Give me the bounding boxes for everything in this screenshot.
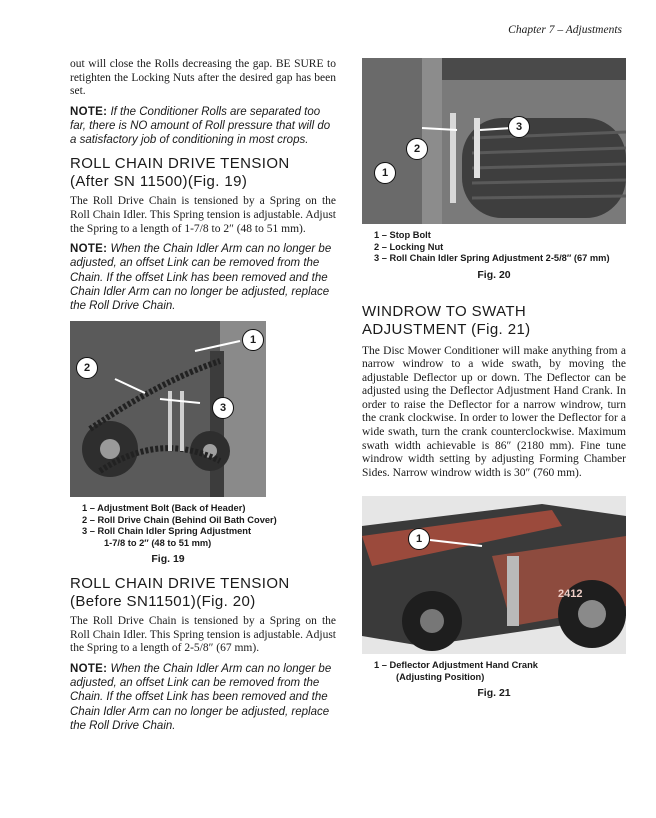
figure-19-captions — [82, 503, 336, 549]
machine-model-label: 2412 — [558, 588, 583, 601]
callout-1: 1 — [408, 528, 430, 550]
caption-item: 3 – Roll Chain Idler Spring Adjustment — [82, 526, 252, 537]
note-chain-after-sn — [70, 242, 336, 313]
right-column — [362, 58, 626, 699]
note-label: NOTE: — [70, 243, 108, 256]
section-title-windrow — [362, 303, 626, 339]
section-title-after-sn — [70, 155, 336, 191]
figure-19-label: Fig. 19 — [151, 553, 185, 566]
figure-20-photo — [362, 58, 626, 224]
figure-19-photo — [70, 321, 266, 497]
caption-item: 2 – Roll Drive Chain (Behind Oil Bath Cover) — [82, 514, 277, 525]
caption-item: 3 – Roll Chain Idler Spring Adjustment 2-5/8″ (67 mm) — [374, 253, 610, 263]
figure-21-captions — [374, 660, 626, 683]
caption-item: 1 – Adjustment Bolt (Back of Header) — [82, 503, 246, 514]
section-body-windrow: The Disc Mower Conditioner will make anything from a narrow windrow to a wide swath, by moving the adjustable Deflector up or down. The Deflector can be adjusted using the Deflector Adjustment Hand Crank. In order to raise the Deflector for a narrow windrow, turn the crank clockwise. In order to lower the Deflector for a wide swath, turn the crank counterclockwise. Maximum swath width achievable is 86″ (2180 mm). Fine tune windrow width setting by adjusting Forming Chamber Sides. Narrow windrow width is 30″ (760 mm). — [362, 344, 626, 479]
section-title-before-sn — [70, 575, 336, 611]
note-text: When the Chain Idler Arm can no longer be adjusted, an offset Link can be removed from the Chain. If the offset Link has been removed and the Chain Idler Arm can no longer be adjusted, replace the Roll Drive Chain. — [70, 662, 332, 732]
callout-2: 2 — [76, 357, 98, 379]
caption-item: 2 – Locking Nut — [374, 241, 444, 252]
caption-item: (Adjusting Position) — [396, 671, 485, 682]
caption-item: 1-7/8 to 2″ (48 to 51 mm) — [104, 537, 212, 548]
note-text: If the Conditioner Rolls are separated too far, there is NO amount of Roll pressure that will do a satisfactory job of conditioning in most crops. — [70, 105, 331, 147]
section-body-before-sn: The Roll Drive Chain is tensioned by a Spring on the Roll Chain Idler. This Spring tension is adjustable. Adjust the Spring to a length of 2-5/8″ (67 mm). — [70, 615, 336, 655]
callout-1: 1 — [242, 329, 264, 351]
note-text: When the Chain Idler Arm can no longer be adjusted, an offset Link can be removed from the Chain. If the offset Link has been removed and the Chain Idler Arm can no longer be adjusted, replace the Roll Drive Chain. — [70, 243, 332, 312]
intro-paragraph: out will close the Rolls decreasing the gap. BE SURE to retighten the Locking Nuts after the desired gap has been set. — [70, 58, 336, 98]
left-column — [70, 58, 336, 733]
callout-2: 2 — [406, 138, 428, 160]
section-title-line1: ROLL CHAIN DRIVE TENSION — [70, 155, 290, 173]
section-body-after-sn: The Roll Drive Chain is tensioned by a Spring on the Roll Chain Idler. This Spring tension is adjustable. Adjust the Spring to a length of 1-7/8 to 2″ (48 to 51 mm). — [70, 195, 336, 235]
note-label: NOTE: — [70, 662, 108, 675]
caption-item: 1 – Deflector Adjustment Hand Crank — [374, 660, 538, 671]
figure-21-photo — [362, 496, 626, 654]
note-label: NOTE: — [70, 105, 108, 118]
callout-1: 1 — [374, 162, 396, 184]
figure-20-label: Fig. 20 — [477, 268, 511, 281]
callout-3: 3 — [508, 116, 530, 138]
callout-3: 3 — [212, 397, 234, 419]
figure-20-captions — [374, 230, 626, 265]
section-title-line2: (After SN 11500)(Fig. 19) — [70, 173, 248, 191]
caption-item: 1 – Stop Bolt — [374, 230, 431, 240]
roll-idler-photo — [362, 58, 626, 224]
section-title-line1: ROLL CHAIN DRIVE TENSION — [70, 575, 290, 593]
note-conditioner-rolls — [70, 105, 336, 148]
chapter-header: Chapter 7 – Adjustments — [508, 24, 622, 36]
section-title-line1: WINDROW TO SWATH — [362, 302, 527, 320]
section-title-line2: (Before SN11501)(Fig. 20) — [70, 593, 256, 611]
figure-21-label: Fig. 21 — [477, 687, 511, 700]
section-title-line2: ADJUSTMENT (Fig. 21) — [362, 320, 531, 338]
note-chain-before-sn — [70, 662, 336, 733]
deflector-photo — [362, 496, 626, 654]
roll-drive-photo — [70, 321, 266, 497]
